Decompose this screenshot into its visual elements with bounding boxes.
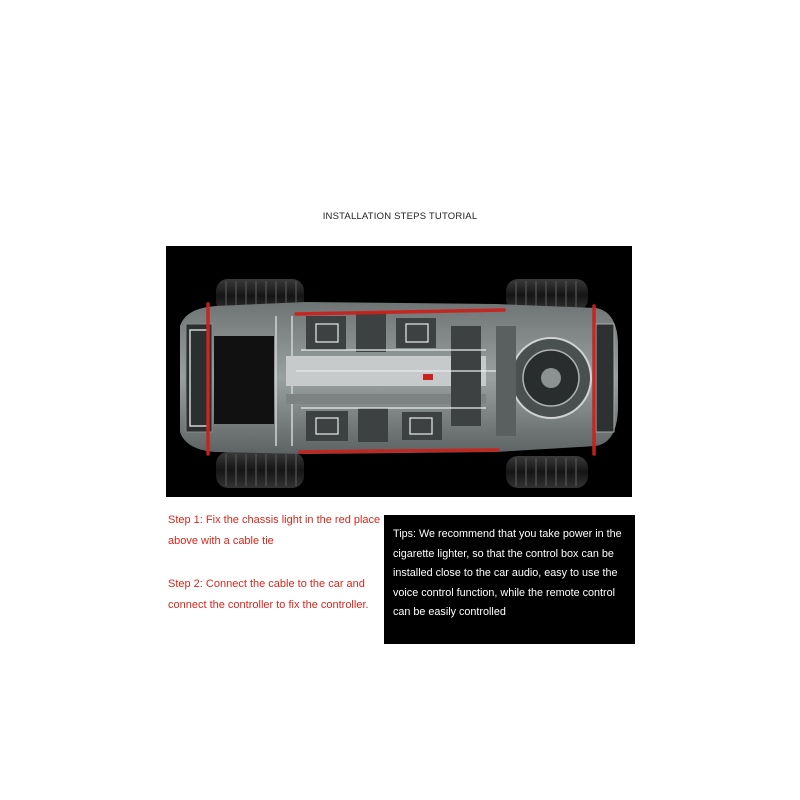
page-title: INSTALLATION STEPS TUTORIAL (322, 211, 478, 222)
tips-panel: Tips: We recommend that you take power in the cigarette lighter, so that the control box can be installed close to the car audio, easy to use the voice control function, while the remote control can be easily controlled (384, 515, 635, 644)
car-chassis-photo (166, 246, 632, 497)
step-1-text: Step 1: Fix the chassis light in the red place above with a cable tie (168, 514, 381, 547)
step-2-text: Step 2: Connect the cable to the car and connect the controller to fix the controller. (168, 578, 369, 611)
car-underside-illustration (166, 246, 632, 497)
tire-rear-bottom (506, 456, 588, 488)
tire-front-bottom (216, 452, 304, 488)
